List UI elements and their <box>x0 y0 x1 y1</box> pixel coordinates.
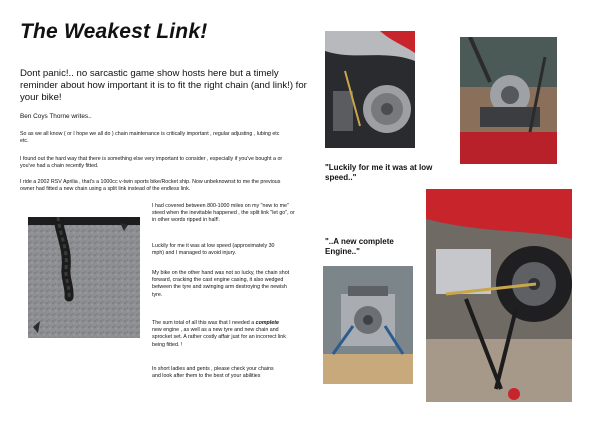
paragraph-miles: I had covered between 800-1000 miles on my "new to me" steed when the inevitable happened , the split link "let go", or in other words ripped in half!. <box>152 203 295 224</box>
page-title: The Weakest Link! <box>20 20 208 43</box>
complete-emphasis: complete <box>255 320 279 326</box>
byline: Ben Coys Thorne writes.. <box>20 113 92 120</box>
broken-chain-photo <box>28 217 140 338</box>
caption-new-engine: "..A new complete Engine.." <box>325 237 394 256</box>
sum-total-lead: The sum total of all this was that I needed a <box>152 320 256 326</box>
paragraph-hard-way: I found out the hard way that there is something else very important to consider , especially if you've bought a or you've had a chain recently fitted. <box>20 156 283 170</box>
cracked-casing-photo <box>325 31 415 148</box>
paragraph-aprilia: I ride a 2002 RSV Aprilia , that's a 1000cc v-twin sports bike/Rocket ship. Now unbeknownst to me the previous owner had fitted a new chain using a split link instead of the endless link. <box>20 179 281 193</box>
paragraph-sum-total <box>152 320 287 349</box>
bike-engine-removed-photo <box>460 37 557 164</box>
paragraph-conclusion: In short ladies and gents , please check your chains and look after them to the best of your abilities <box>152 366 274 380</box>
paragraph-low-speed: Luckily for me it was at low speed (approximately 30 mph) and I managed to avoid injury. <box>152 243 275 257</box>
new-engine-photo <box>323 266 413 384</box>
caption-low-speed: "Luckily for me it was at low speed.." <box>325 163 433 182</box>
paragraph-damage: My bike on the other hand was not so lucky, the chain shot forward, cracking the cast engine casing, it also wedged between the tyre and swinging arm destroying the newish tyre. <box>152 270 290 298</box>
intro-text: Dont panic!.. no sarcastic game show hosts here but a timely reminder about how important it is to fit the right chain (and link!) for your bike! <box>20 68 307 103</box>
sum-total-rest: new engine , as well as a new tyre and new chain and sprocket set. A rather costly affair just for an incorrect link being fitted. ! <box>152 327 286 348</box>
repaired-bike-photo <box>426 189 572 402</box>
paragraph-maintenance: So as we all know ( or I hope we all do ) chain maintenance is critically important , regular adjusting , lubing etc etc. <box>20 131 280 145</box>
